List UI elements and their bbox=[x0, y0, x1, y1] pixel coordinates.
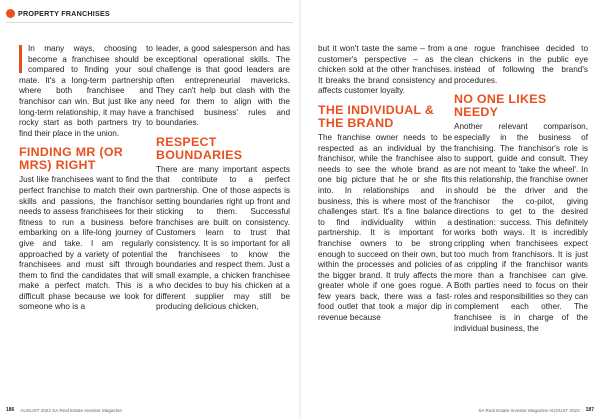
body-paragraph: Just like franchisees want to find the perfect franchise to match their own skills and passions, the franchisor needs to assess franchisees for their fitness to run a business before embarking on a life-long journey of give and take. I am regularly approached by a variety of potential franchisees and must sift through them to find the candidates that will make a perfect match. This is a difficult phase because we look for someone who is a bbox=[19, 175, 153, 312]
section-tag bbox=[6, 6, 110, 20]
intro-first-letter: I bbox=[28, 44, 31, 53]
page-gutter bbox=[299, 0, 301, 419]
article-column-3 bbox=[318, 44, 452, 324]
heading-no-one-likes-needy: NO ONE LIKES NEEDY bbox=[454, 92, 547, 120]
heading-finding-mr-right: FINDING MR (OR MRS) RIGHT bbox=[19, 145, 124, 173]
body-paragraph: There are many important aspects that contribute to a perfect partnership. One of those aspects is setting boundaries right up front and sticking to them. Successful franchises are built on consistency. Customers learn to trust that consistency. It is so important for all the franchisees to know the boundaries and respect them. Just a small example, a chicken franchisee who decides to buy his chicken at a different supplier may still be producing delicious chicken, bbox=[156, 164, 290, 312]
article-column-4 bbox=[454, 44, 588, 334]
intro-text: n many ways, choosing to become a franchisee should be compared to finding your soul mate. It's a long-term partnership where both franchisee and franchisor can win. But just like any long-term relationship, it may have a rocky start as both partners try to find their place in the union. bbox=[19, 44, 153, 138]
article-column-1 bbox=[19, 44, 153, 313]
heading-individual-and-brand: THE INDIVIDUAL & THE BRAND bbox=[318, 102, 435, 130]
section-label: PROPERTY FRANCHISES bbox=[18, 8, 110, 18]
header-rule bbox=[6, 22, 293, 23]
body-paragraph: Another relevant comparison, especially in the business of franchising. The franchisor's role is to support, guide and consult. They are not meant to 'take the wheel'. In this relationship, the franchise owner should be the driver and the franchisor the co-pilot, giving directions to get to the desired destination: success. This definitely works both ways. It is incredibly crippling when franchisees expect too much from franchisors. It is just as crippling if the franchisor wants more than a franchisee can give. Both parties need to focus on their roles and responsibilities so they can complement each other. The franchisee is in charge of the individual business, the bbox=[454, 122, 588, 333]
page-number-left: 186 bbox=[6, 407, 15, 413]
footer-left bbox=[6, 406, 122, 414]
footer-right-text: SA Real Estate Investor Magazine AUGUST 2022 bbox=[478, 407, 580, 413]
body-paragraph: leader, a good salesperson and has exceptional operational skills. The challenge is that good leaders are often entrepreneurial mavericks. They can't help but clash with the need for them to align with the franchised business' rules and boundaries. bbox=[156, 44, 290, 128]
body-paragraph: but it won't taste the same – from a customer's perspective – as the chicken sold at the other franchises. It breaks the brand consistency and affects customer loyalty. bbox=[318, 44, 452, 96]
page-number-right: 187 bbox=[585, 407, 594, 413]
heading-respect-boundaries: RESPECT BOUNDARIES bbox=[156, 134, 243, 162]
body-paragraph: The franchise owner needs to be respected as an individual by the franchisor, while the franchisee also needs to see the whole brand as one big picture that he or she fits into. In relationships and in business, this is where most of the challenges start. It's a fine balance to find individuality within a partnership. It is important for franchise owners to be strong enough to succeed on their own, but within the processes and policies of the bigger brand. It truly affects the greater whole if one goes rogue. A few years back, there was a fast-food outlet that took a major dip in revenue because bbox=[318, 132, 452, 323]
drop-cap-bar bbox=[19, 45, 22, 73]
footer-right bbox=[478, 406, 594, 414]
intro-paragraph bbox=[19, 44, 153, 139]
article-column-2 bbox=[156, 44, 290, 313]
footer-left-text: AUGUST 2022 SA Real Estate Investor Magazine bbox=[20, 407, 122, 413]
section-bullet-icon bbox=[6, 9, 15, 18]
body-paragraph: one rogue franchisee decided to clean chickens in the public eye instead of following the brand's procedures. bbox=[454, 44, 588, 85]
